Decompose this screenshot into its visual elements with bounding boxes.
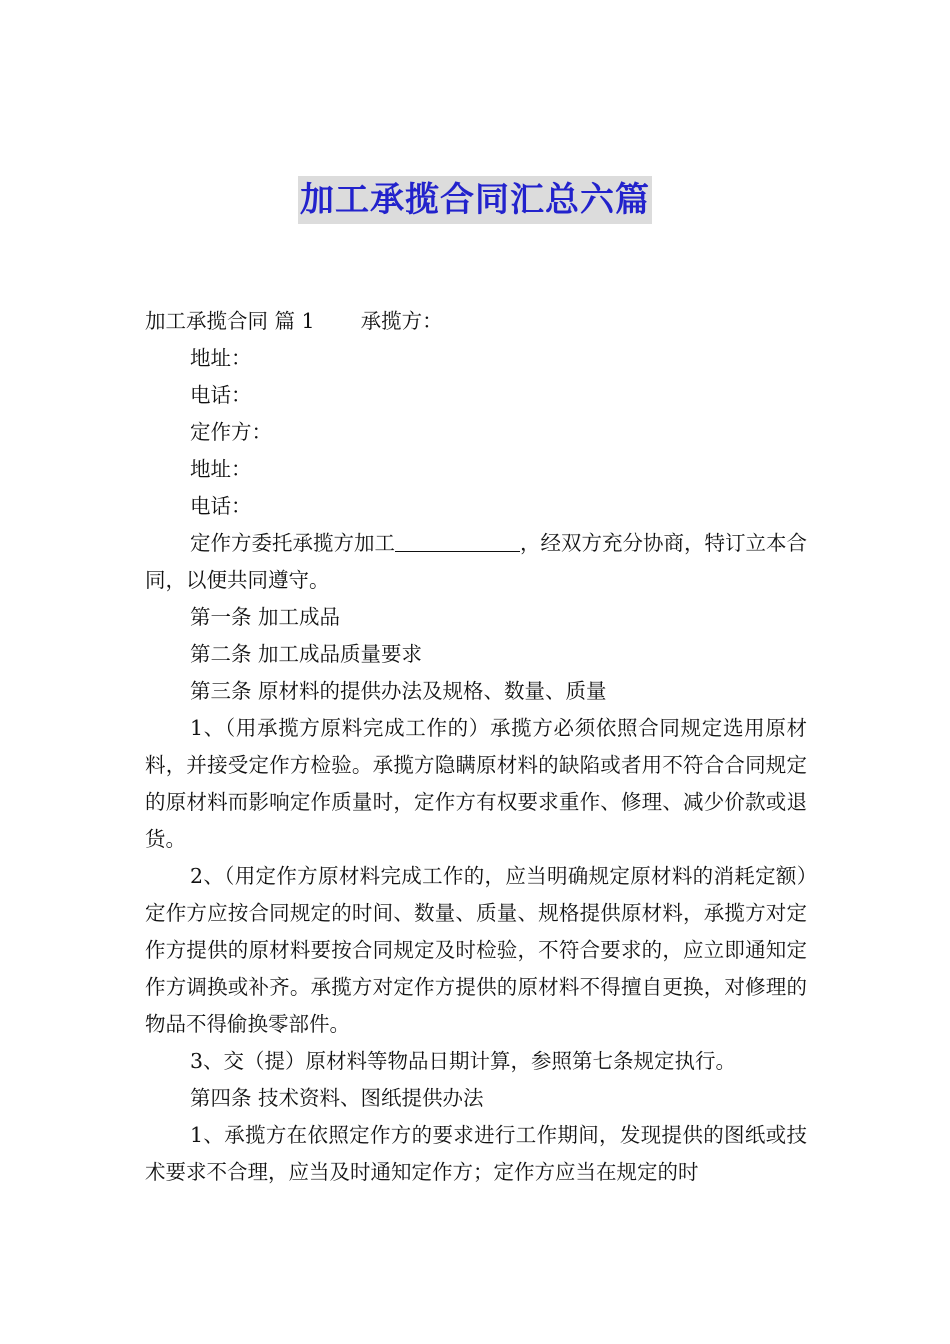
contractor-label: 承揽方：: [360, 309, 443, 333]
fill-in-blank: [395, 529, 520, 552]
field-client-address: 地址：: [190, 457, 252, 481]
intro-text-after: ，经双方充分协商，特订立本合同，以便共同遵守。: [145, 531, 807, 592]
intro-text-before: 定作方委托承揽方加工: [190, 531, 395, 555]
article-3-clause-1: 1、（用承揽方原料完成工作的）承揽方必须依照合同规定选用原材料，并接受定作方检验。承揽方隐瞒原材料的缺陷或者用不符合合同规定的原材料而影响定作质量时，定作方有权要求重作、修理、减少价款或退货。: [145, 716, 807, 851]
section-heading: [145, 303, 807, 340]
document-body: [145, 303, 807, 1191]
article-1-heading: 第一条 加工成品: [190, 605, 341, 629]
article-3-heading: 第三条 原材料的提供办法及规格、数量、质量: [190, 679, 607, 703]
article-4-clause-1: 1、承揽方在依照定作方的要求进行工作期间，发现提供的图纸或技术要求不合理，应当及时通知定作方；定作方应当在规定的时: [145, 1123, 807, 1184]
document-title: 加工承揽合同汇总六篇: [298, 176, 652, 224]
article-4-heading: 第四条 技术资料、图纸提供办法: [190, 1086, 484, 1110]
article-3-clause-2: 2、（用定作方原材料完成工作的，应当明确规定原材料的消耗定额）定作方应按合同规定的时间、数量、质量、规格提供原材料，承揽方对定作方提供的原材料要按合同规定及时检验，不符合要求的，应立即通知定作方调换或补齐。承揽方对定作方提供的原材料不得擅自更换，对修理的物品不得偷换零部件。: [145, 864, 807, 1036]
section-label: 加工承揽合同 篇 1: [145, 309, 315, 333]
field-client-label: 定作方：: [190, 420, 272, 444]
field-contractor-address: 地址：: [190, 346, 252, 370]
field-client-phone: 电话：: [190, 494, 252, 518]
intro-paragraph: [145, 525, 807, 599]
article-2-heading: 第二条 加工成品质量要求: [190, 642, 423, 666]
title-container: [0, 176, 950, 224]
article-3-clause-3: 3、交（提）原材料等物品日期计算，参照第七条规定执行。: [190, 1049, 737, 1073]
field-contractor-phone: 电话：: [190, 383, 252, 407]
